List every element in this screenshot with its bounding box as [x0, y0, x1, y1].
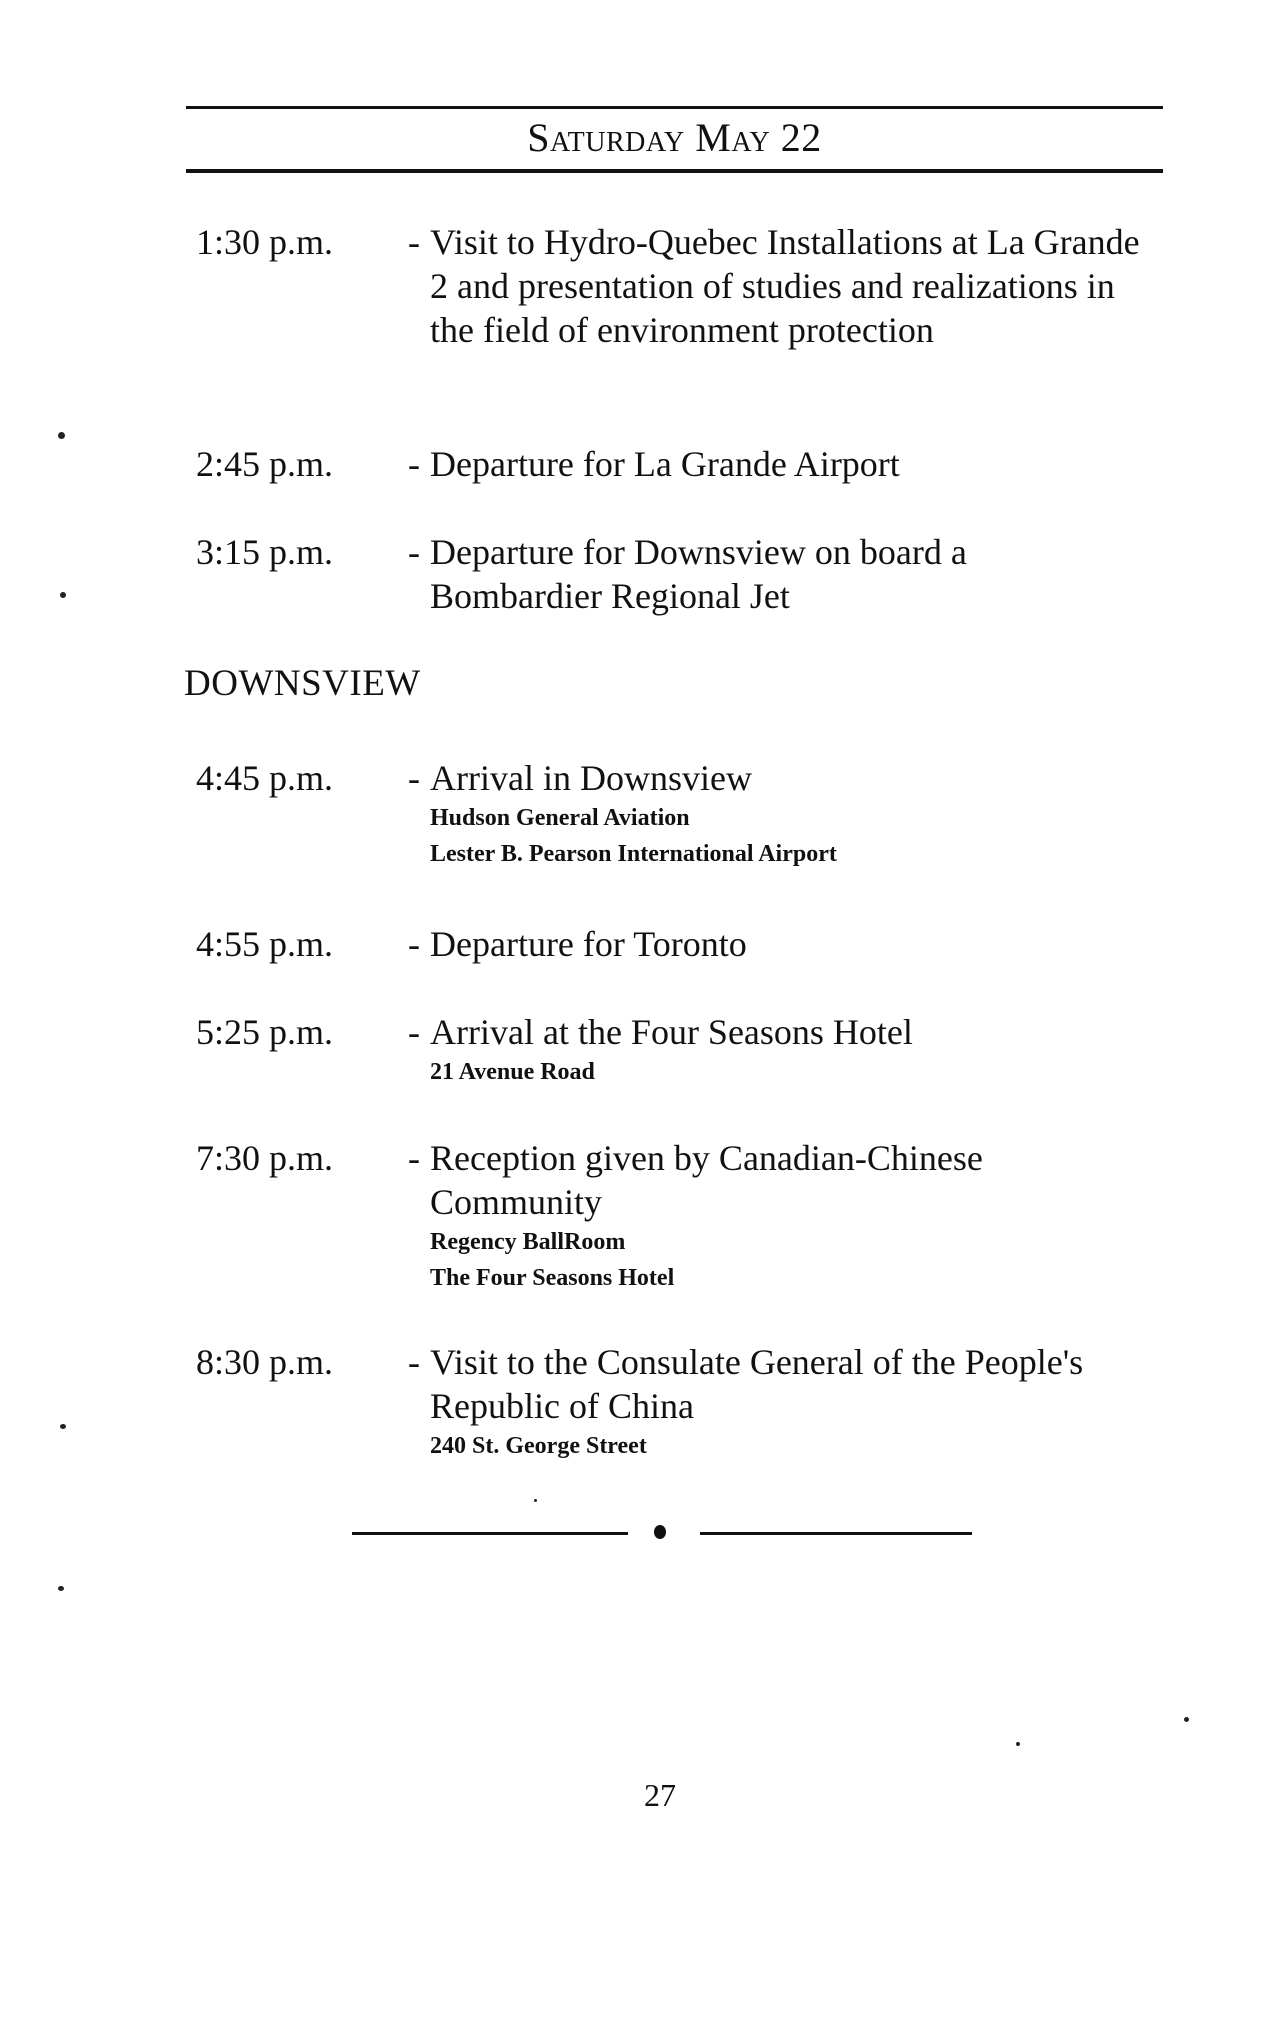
entry-description-text: Arrival in Downsview — [430, 758, 752, 798]
entry-time: 3:15 p.m. — [196, 532, 334, 572]
entry-description-text: Arrival at the Four Seasons Hotel — [430, 1012, 913, 1052]
ornament-dot — [654, 1525, 666, 1539]
entry-dash: - — [408, 444, 420, 484]
entry-detail: Regency BallRoom — [430, 1229, 626, 1255]
entry-time: 7:30 p.m. — [196, 1138, 334, 1178]
entry-time: 4:55 p.m. — [196, 924, 334, 964]
entry-detail: 240 St. George Street — [430, 1433, 647, 1459]
entry-description-text: Departure for La Grande Airport — [430, 444, 900, 484]
scan-speck — [1016, 1742, 1020, 1746]
entry-time: 2:45 p.m. — [196, 444, 334, 484]
entry-time: 4:45 p.m. — [196, 758, 334, 798]
entry-dash: - — [408, 1012, 420, 1052]
entry-description-text: Departure for Toronto — [430, 924, 747, 964]
scan-speck — [60, 592, 66, 598]
day-heading: Saturday May 22 — [527, 115, 822, 160]
entry-dash: - — [408, 1138, 420, 1178]
entry-dash: - — [408, 924, 420, 964]
entry-description — [430, 1136, 1160, 1296]
entry-description-text: Departure for Downsview on board a Bombardier Regional Jet — [430, 532, 967, 616]
entry-dash: - — [408, 222, 420, 262]
entry-detail: Hudson General Aviation — [430, 805, 690, 831]
scan-speck — [58, 432, 65, 439]
entry-description — [430, 1340, 1160, 1464]
scan-speck — [534, 1499, 537, 1502]
ornament-rule-left — [352, 1532, 628, 1535]
ornament-rule-right — [700, 1532, 972, 1535]
header-rule-bottom — [186, 169, 1163, 173]
entry-detail: Lester B. Pearson International Airport — [430, 841, 837, 867]
entry-description — [430, 922, 1160, 966]
entry-description — [430, 220, 1160, 352]
scan-speck — [60, 1424, 66, 1429]
entry-dash: - — [408, 1342, 420, 1382]
entry-detail: 21 Avenue Road — [430, 1059, 595, 1085]
entry-description — [430, 442, 1160, 486]
entry-dash: - — [408, 758, 420, 798]
entry-time: 1:30 p.m. — [196, 222, 334, 262]
header-rule-top — [186, 106, 1163, 109]
entry-description-text: Reception given by Canadian-Chinese Community — [430, 1138, 983, 1222]
scan-speck — [58, 1586, 64, 1591]
entry-detail: The Four Seasons Hotel — [430, 1265, 675, 1291]
entry-time: 8:30 p.m. — [196, 1342, 334, 1382]
entry-description — [430, 1010, 1160, 1090]
page-number: 27 — [644, 1777, 676, 1813]
entry-description-text: Visit to Hydro-Quebec Installations at La Grande 2 and presentation of studies and realizations in the field of environment protection — [430, 222, 1140, 350]
entry-description — [430, 756, 1160, 872]
entry-time: 5:25 p.m. — [196, 1012, 334, 1052]
entry-description-text: Visit to the Consulate General of the People's Republic of China — [430, 1342, 1084, 1426]
scan-speck — [1184, 1717, 1189, 1722]
section-heading: DOWNSVIEW — [184, 663, 421, 704]
entry-dash: - — [408, 532, 420, 572]
entry-description — [430, 530, 1050, 618]
